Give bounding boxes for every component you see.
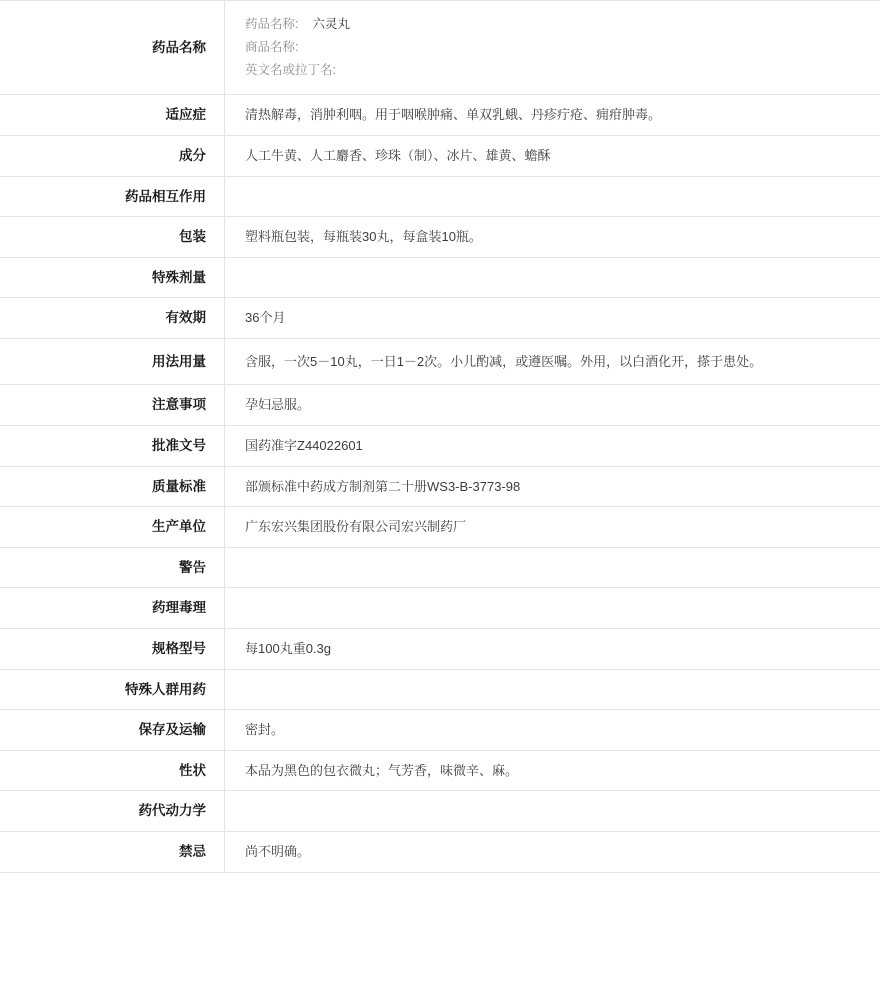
table-row xyxy=(0,750,880,791)
row-label-manufacturer: 生产单位 xyxy=(0,507,225,548)
row-label-contraindications: 禁忌 xyxy=(0,831,225,872)
row-value-warning xyxy=(225,547,880,588)
table-row xyxy=(0,1,880,95)
row-label-dosage: 用法用量 xyxy=(0,338,225,384)
row-value-storage-transport: 密封。 xyxy=(225,710,880,751)
row-label-pharmacokinetics: 药代动力学 xyxy=(0,791,225,832)
table-row xyxy=(0,176,880,217)
row-label-quality-standard: 质量标准 xyxy=(0,466,225,507)
table-row xyxy=(0,95,880,136)
table-row xyxy=(0,425,880,466)
name-block-label-latin: 英文名或拉丁名: xyxy=(245,63,336,77)
row-label-appearance: 性状 xyxy=(0,750,225,791)
row-value-pharmacology-toxicology xyxy=(225,588,880,629)
name-block xyxy=(245,13,866,82)
table-row xyxy=(0,135,880,176)
row-label-specification: 规格型号 xyxy=(0,628,225,669)
row-value-indications: 清热解毒，消肿利咽。用于咽喉肿痛、单双乳蛾、丹疹疔疮、痈疳肿毒。 xyxy=(225,95,880,136)
row-label-validity: 有效期 xyxy=(0,298,225,339)
row-label-approval-number: 批准文号 xyxy=(0,425,225,466)
table-row xyxy=(0,669,880,710)
row-value-manufacturer: 广东宏兴集团股份有限公司宏兴制药厂 xyxy=(225,507,880,548)
row-value-special-dose xyxy=(225,257,880,298)
row-value-quality-standard: 部颁标准中药成方制剂第二十册WS3-B-3773-98 xyxy=(225,466,880,507)
row-value-interactions xyxy=(225,176,880,217)
row-label-drug-name: 药品名称 xyxy=(0,1,225,95)
name-block-row-latin xyxy=(245,59,866,82)
table-row xyxy=(0,385,880,426)
page-bottom-whitespace xyxy=(0,873,880,1003)
table-row xyxy=(0,257,880,298)
row-value-special-population xyxy=(225,669,880,710)
row-label-storage-transport: 保存及运输 xyxy=(0,710,225,751)
row-value-pharmacokinetics xyxy=(225,791,880,832)
row-value-packaging: 塑料瓶包装，每瓶装30丸，每盒装10瓶。 xyxy=(225,217,880,258)
row-label-special-population: 特殊人群用药 xyxy=(0,669,225,710)
table-row xyxy=(0,791,880,832)
row-value-dosage: 含服，一次5－10丸，一日1－2次。小儿酌减，或遵医嘱。外用，以白酒化开，搽于患处。 xyxy=(225,338,880,384)
row-value-precautions: 孕妇忌服。 xyxy=(225,385,880,426)
row-value-specification: 每100丸重0.3g xyxy=(225,628,880,669)
row-value-approval-number: 国药准字Z44022601 xyxy=(225,425,880,466)
row-value-contraindications: 尚不明确。 xyxy=(225,831,880,872)
row-label-ingredients: 成分 xyxy=(0,135,225,176)
table-row xyxy=(0,831,880,872)
row-label-warning: 警告 xyxy=(0,547,225,588)
row-label-precautions: 注意事项 xyxy=(0,385,225,426)
table-row xyxy=(0,547,880,588)
row-value-validity: 36个月 xyxy=(225,298,880,339)
row-label-interactions: 药品相互作用 xyxy=(0,176,225,217)
table-row xyxy=(0,466,880,507)
table-row xyxy=(0,628,880,669)
table-row xyxy=(0,217,880,258)
row-label-pharmacology-toxicology: 药理毒理 xyxy=(0,588,225,629)
name-block-row-drug xyxy=(245,13,866,36)
name-block-label-drug: 药品名称: xyxy=(245,17,298,31)
row-value-drug-name xyxy=(225,1,880,95)
row-value-appearance: 本品为黑色的包衣微丸；气芳香，味微辛、麻。 xyxy=(225,750,880,791)
table-row xyxy=(0,710,880,751)
table-body xyxy=(0,1,880,873)
name-block-value-drug: 六灵丸 xyxy=(312,17,350,31)
name-block-label-trade: 商品名称: xyxy=(245,40,298,54)
row-label-special-dose: 特殊剂量 xyxy=(0,257,225,298)
row-label-packaging: 包装 xyxy=(0,217,225,258)
table-row xyxy=(0,338,880,384)
table-row xyxy=(0,298,880,339)
table-row xyxy=(0,588,880,629)
table-row xyxy=(0,507,880,548)
name-block-row-trade xyxy=(245,36,866,59)
row-label-indications: 适应症 xyxy=(0,95,225,136)
row-value-ingredients: 人工牛黄、人工麝香、珍珠（制）、冰片、雄黄、蟾酥 xyxy=(225,135,880,176)
